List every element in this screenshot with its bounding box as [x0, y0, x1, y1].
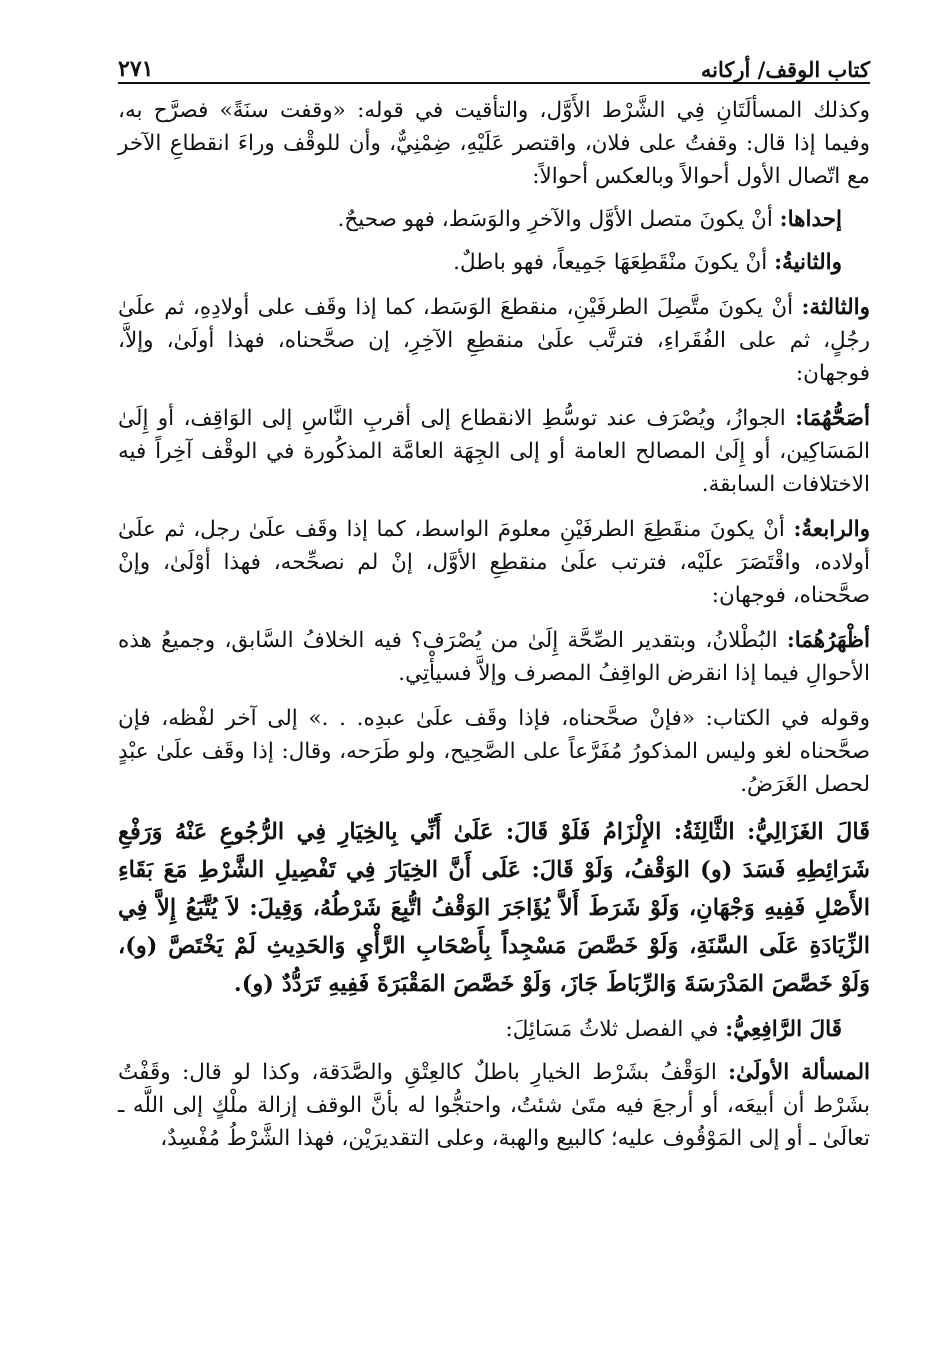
first-issue-label: المسألة الأولَىٰ:: [728, 1060, 870, 1085]
paragraph-case-4: [118, 513, 870, 612]
case-2-text: أنْ يكونَ منْقَطِعَهَا جَمِيعاً، فهو باطلٌ.: [453, 250, 775, 275]
case-3-label: والثالثة:: [801, 295, 870, 320]
sound-view-label: أصَحُّهُمَا:: [795, 406, 870, 431]
case-4-label: والرابعةُ:: [793, 517, 870, 542]
case-3-text: أنْ يكونَ متَّصِلَ الطرفَيْنِ، منقطعَ الوَسَط، كما إذا وقَف على أولادِهِ، ثم علَىٰ رجُلٍ، ثم على الفُقَراءِ، فترتَّب علَىٰ منقطِعِ الآخِرِ، إن صحَّحناه، فهذا أولَىٰ، وإلاَّ، فوجهان:: [118, 295, 870, 386]
case-1-text: أنْ يكونَ متصل الأوَّل والآخرِ والوَسَط، فهو صحيحٌ.: [337, 207, 780, 232]
paragraph-case-1: [118, 203, 870, 236]
paragraph-case-2: [118, 246, 870, 279]
apparent-view-label: أظْهَرُهُمَا:: [786, 628, 870, 653]
paragraph-intro: وكذلك المسألَتَانِ فِي الشَّرْط الأَوَّل، والتأقيت في قوله: «وقفت سنَةً» فصرَّح به، وفيما إذا قال: وقفتُ على فلان، واقتصر عَلَيْهِ، ضِمْنِيٌّ، وأن للوقْف وراءَ انقطاعِ الآخر مع اتّصال الأول أحوالاً وبالعكس أحوالاً:: [118, 98, 870, 189]
case-4-text: أنْ يكونَ منقَطِعَ الطرفَيْنِ معلومَ الواسط، كما إذا وقَف علَىٰ رجل، ثم علَىٰ أولاده، واقْتَصَرَ علَيْه، فترتب علَىٰ منقطِعِ الأوَّل، إنْ لم نصحِّحه، فهذا أوْلَىٰ، وإنْ صحَّحناه، فوجهان:: [118, 517, 870, 608]
paragraph-commentary: وقوله في الكتاب: «فإنْ صحَّحناه، فإذا وقَف علَىٰ عبدِه. . .» إلى آخر لفْظه، فإن صحَّحناه لغو وليس المذكورُ مُفَرَّعاً على الصَّحِيح، ولو طَرَحه، وقال: إذا وقَف علَىٰ عبْدٍ لحصل الغَرَضُ.: [118, 706, 870, 797]
running-header: [118, 40, 870, 84]
paragraph-case-3: [118, 291, 870, 390]
apparent-view-text: البُطْلانُ، وبتقدير الصِّحَّة إِلَىٰ من يُصْرَف؟ فيه الخلافُ السَّابق، وجميعُ هذه الأحوالِ فيما إذا انقرض الواقِفُ المصرف وإلاَّ فسيأْتِي.: [118, 628, 870, 686]
rafii-label: قَالَ الرَّافِعِيُّ:: [725, 1017, 842, 1042]
page-number: ٢٧١: [118, 56, 154, 82]
case-1-label: إحداها:: [779, 207, 842, 232]
paragraph-rafii-heading: [118, 1013, 870, 1046]
paragraph-ghazali-quote: قَالَ الغَزَالِيُّ: الثَّالِثَةُ: الإِلْزَامُ فَلَوْ قَالَ: عَلَىٰ أَنِّي بِالخِيَارِ فِي الرُّجُوعِ عَنْهُ وَرَفْعِ شَرَائِطِهِ فَسَدَ (و) الوَقْفُ، وَلَوْ قَالَ: عَلَى أَنَّ الخِيَارَ فِي تَفْصِيلِ الشَّرْطِ مَعَ بَقَاءِ الأَصْلِ فَفِيهِ وَجْهَانِ، وَلَوْ شَرَطَ أَلاَّ يُؤَاجَرَ الوَقْفُ اتُّبِعَ شَرْطُهُ، وَقِيلَ: لاَ يُتَّبَعُ إِلاَّ فِي الزِّيَادَةِ عَلَى السَّنَةِ، وَلَوْ خَصَّصَ مَسْجِداً بِأَصْحَابِ الرَّأْيِ وَالحَدِيثِ لَمْ يَخْتَصَّ (و)، وَلَوْ خَصَّصَ المَدْرَسَةَ وَالرِّبَاطَ جَازَ، وَلَوْ خَصَّصَ المَقْبَرَةَ فَفِيهِ تَرَدُّدٌ (و).: [118, 819, 870, 997]
rafii-text: في الفصل ثلاثُ مَسَائِلَ:: [505, 1017, 726, 1042]
paragraph-apparent-view: [118, 624, 870, 690]
first-issue-text: الوَقْفُ بشَرْط الخيارِ باطلٌ كالعِتْقِ والصَّدَقة، وكذا لو قال: وقَفْتُ بشَرْط أن أبيعَه، أو أرجعَ فيه متَىٰ شئتُ، واحتجُّوا له بأنَّ الوقف إزالة ملْكٍ إلى اللَّه ـ تعالَىٰ ـ أو إلى المَوْقُوف عليه؛ كالبيع والهبة، وعلى التقديرَيْن، فهذا الشَّرْطُ مُفْسِدٌ،: [118, 1060, 870, 1151]
case-2-label: والثانيةُ:: [774, 250, 842, 275]
paragraph-first-issue: [118, 1056, 870, 1155]
page-body: [118, 94, 870, 1155]
paragraph-sound-view: [118, 402, 870, 501]
header-title: كتاب الوقف/ أركانه: [700, 57, 870, 82]
sound-view-text: الجوازُ، ويُصْرَف عند توسُّطِ الانقطاع إلى أقربِ النَّاسِ إلى الوَاقِف، أو إِلَىٰ المَسَاكِين، أو إِلَىٰ المصالح العامة أو إلى الجِهَة العامَّة المذكُورة في الوقْف آخِراً فيه الاختلافات السابقة.: [118, 406, 870, 497]
